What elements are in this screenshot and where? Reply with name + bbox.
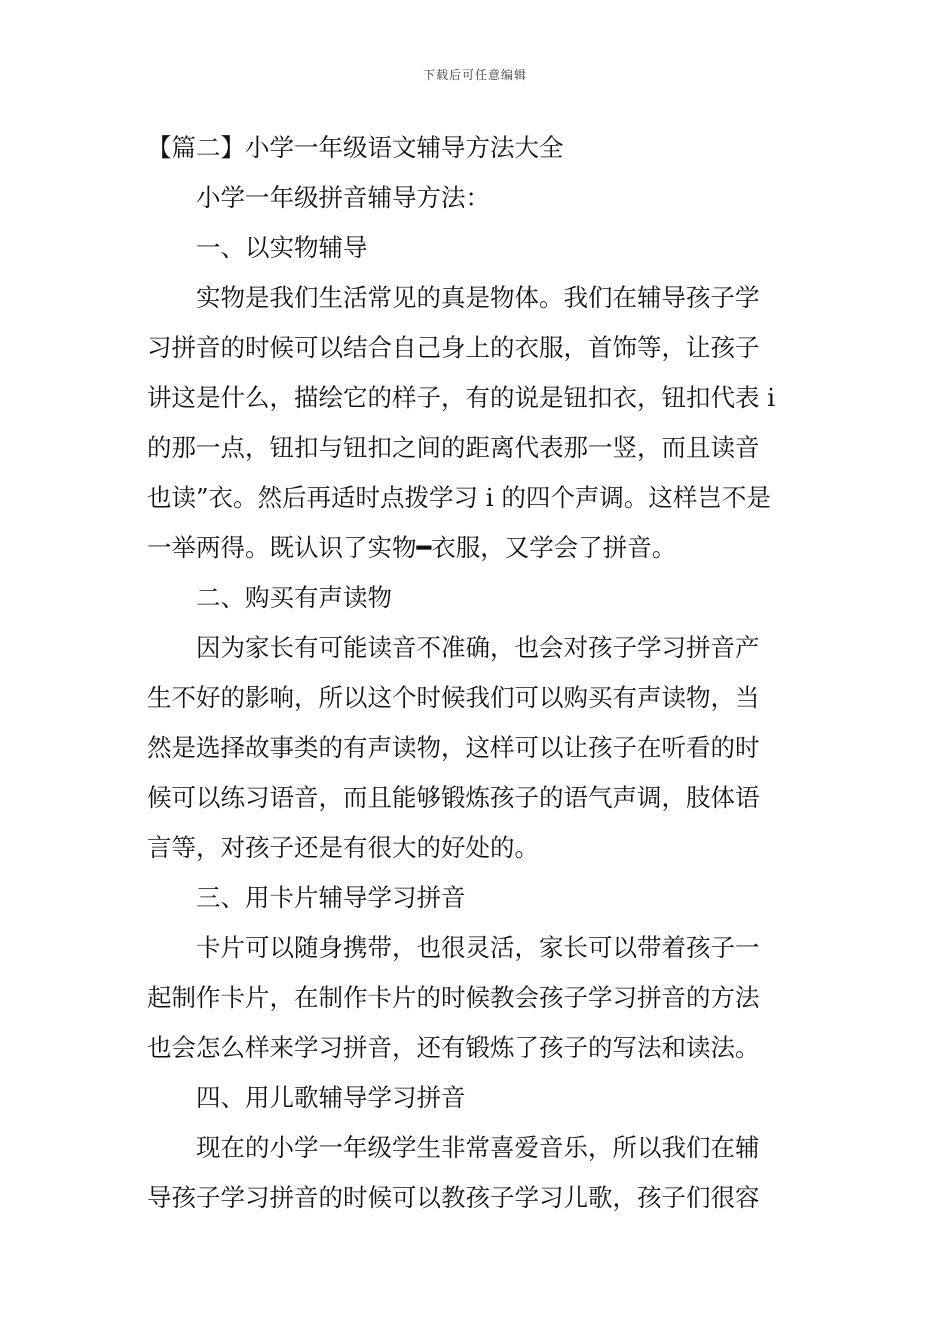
paragraph-line: 实物是我们生活常见的真是物体。我们在辅导孩子学 (196, 283, 760, 312)
section-heading-1: 一、以实物辅导 (196, 233, 368, 262)
section-heading-3: 三、用卡片辅导学习拼音 (196, 883, 466, 912)
paragraph-line: 生不好的影响，所以这个时候我们可以购买有声读物，当 (147, 683, 760, 712)
paragraph-line: 导孩子学习拼音的时候可以教孩子学习儿歌，孩子们很容 (147, 1183, 760, 1212)
paragraph-line: 也读”衣。然后再适时点拨学习 i 的四个声调。这样岂不是 (147, 483, 771, 512)
page-header-note: 下载后可任意编辑 (422, 68, 527, 82)
paragraph-line: 因为家长有可能读音不准确，也会对孩子学习拼音产 (196, 633, 760, 662)
paragraph-line: 现在的小学一年级学生非常喜爱音乐，所以我们在辅 (196, 1133, 760, 1162)
paragraph-line: 卡片可以随身携带，也很灵活，家长可以带着孩子一 (196, 933, 760, 962)
section-intro: 小学一年级拼音辅导方法： (196, 183, 490, 212)
paragraph-line: 言等，对孩子还是有很大的好处的。 (147, 833, 539, 862)
paragraph-line: 候可以练习语音，而且能够锻炼孩子的语气声调，肢体语 (147, 783, 760, 812)
paragraph-line: 然是选择故事类的有声读物，这样可以让孩子在听看的时 (147, 733, 760, 762)
paragraph-line: 的那一点，钮扣与钮扣之间的距离代表那一竖，而且读音 (147, 433, 760, 462)
paragraph-line: 也会怎么样来学习拼音，还有锻炼了孩子的写法和读法。 (147, 1033, 760, 1062)
document-body (147, 123, 807, 1223)
section-heading-2: 二、购买有声读物 (196, 583, 392, 612)
paragraph-line: 习拼音的时候可以结合自己身上的衣服，首饰等，让孩子 (147, 333, 760, 362)
paragraph-line: 讲这是什么，描绘它的样子，有的说是钮扣衣，钮扣代表 i (147, 383, 776, 412)
paragraph-line: 起制作卡片，在制作卡片的时候教会孩子学习拼音的方法 (147, 983, 760, 1012)
section-heading-4: 四、用儿歌辅导学习拼音 (196, 1083, 466, 1112)
document-title: 【篇二】小学一年级语文辅导方法大全 (147, 133, 564, 162)
paragraph-line: 一举两得。既认识了实物━衣服，又学会了拼音。 (147, 533, 677, 562)
